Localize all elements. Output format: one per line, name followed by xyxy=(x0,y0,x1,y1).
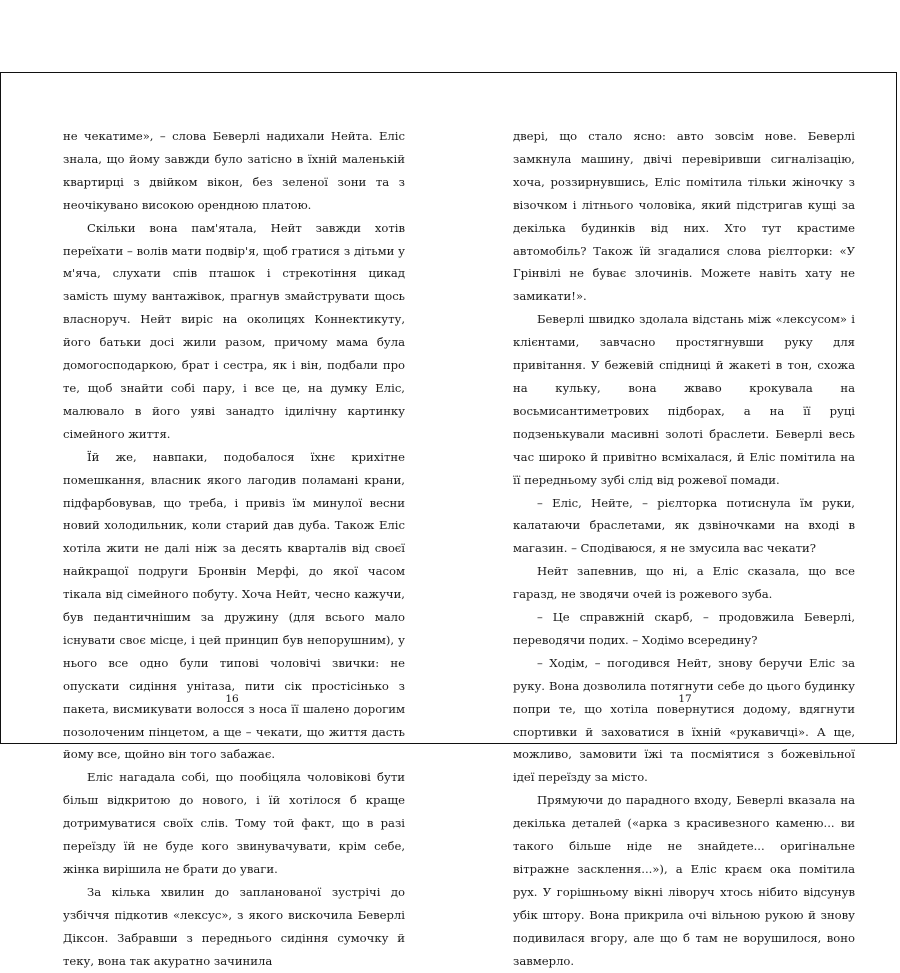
right-paragraph-7: Прямуючи до парадного входу, Беверлі вказала на декілька деталей («арка з красивезного каменю... ви такого більше ніде не знайдете... оригінальне вітражне засклення...»), а Еліс краєм ока помітила рух. У горішньому вікні ліворуч хтось нібито відсунув убік штору. Вона прикрила очі вільною рукою й знову подивилася вгору, але що б там не ворушилося, воно завмерло. xyxy=(513,793,855,968)
right-paragraph-2: Беверлі швидко здолала відстань між «лексусом» і клієнтами, завчасно простягнувши руку для привітання. У бежевій спідниці й жакеті в тон, схожа на кульку, вона жваво крокувала на восьмисантиметрових підборах, а на її руці подзенькували масивні золоті браслети. Беверлі весь час широко й привітно всміхалася, й Еліс помітила на її передньому зубі слід від рожевої помади. xyxy=(513,312,855,487)
left-paragraph-2: Скільки вона пам'ятала, Нейт завжди хотів переїхати – волів мати подвір'я, щоб гратися з дітьми у м'яча, слухати спів пташок і стрекотіння цикад замість шуму вантажівок, прагнув змайструвати щось власноруч. Нейт виріс на околицях Коннектикуту, його батьки досі жили разом, причому мама була домогосподаркою, брат і сестра, як і він, подбали про те, щоб знайти собі пару, і все це, на думку Еліс, малювало в його уяві занадто ідилічну картинку сімейного життя. xyxy=(63,220,405,441)
right-page-number: 17 xyxy=(678,693,692,705)
book-spread xyxy=(0,72,897,968)
left-paragraph-3: Їй же, навпаки, подобалося їхнє крихітне помешкання, власник якого лагодив поламані крани, підфарбовував, що треба, і привіз їм минулої весни новий холодильник, коли старий дав дуба. Також Еліс хотіла жити не далі ніж за десять кварталів від своєї найкращої подруги Бронвін Мерфі, до якої часом тікала від сімейного побуту. Хоча Нейт, чесно кажучи, був педантичнішим за дружину (для всього мало існувати своє місце, і цей принцип був непорушним), у нього все одно були типові чоловічі звички: не опускати сидіння унітаза, пити сік простісінько з пакета, висмикувати волосся з носа її шалено дорогим позолоченим пінцетом, а ще – чекати, що життя дасть йому все, щойно він того забажає. xyxy=(63,449,405,762)
right-paragraph-3: – Еліс, Нейте, – рієлторка потиснула їм руки, калатаючи браслетами, як дзвіночками на вході в магазин. – Сподіваюся, я не змусила вас чекати? xyxy=(513,495,855,556)
right-page xyxy=(513,125,855,973)
left-paragraph-5: За кілька хвилин до запланованої зустрічі до узбіччя підкотив «лексус», з якого вискочила Беверлі Діксон. Забравши з переднього сидіння сумочку й теку, вона так акуратно зачинила xyxy=(63,884,405,968)
left-page xyxy=(63,125,405,973)
right-paragraph-6: – Ходім, – погодився Нейт, знову беручи Еліс за руку. Вона дозволила потягнути себе до цього будинку попри те, що хотіла повернутися додому, вдягнути спортивки й заховатися в їхній «рукавичці». А ще, можливо, замовити їжі та посміятися з божевільної ідеї переїзду за місто. xyxy=(513,655,855,785)
right-paragraph-5: – Це справжній скарб, – продовжила Беверлі, переводячи подих. – Ходімо всередину? xyxy=(513,610,855,647)
left-page-number: 16 xyxy=(225,693,239,705)
left-paragraph-4: Еліс нагадала собі, що пообіцяла чоловікові бути більш відкритою до нового, і їй хотілося б краще дотримуватися своїх слів. Тому той факт, що в разі переїзду їй не буде кого звинувачувати, крім себе, жінка вирішила не брати до уваги. xyxy=(63,770,405,876)
right-paragraph-1: двері, що стало ясно: авто зовсім нове. Беверлі замкнула машину, двічі перевіривши сигналізацію, хоча, роззирнувшись, Еліс помітила тільки жіночку з візочком і літнього чоловіка, який підстригав кущі за декілька будинків від них. Хто тут крастиме автомобіль? Також їй згадалися слова рієлторки: «У Грінвілі не буває злочинів. Можете навіть хату не замикати!». xyxy=(513,129,855,304)
left-paragraph-1: не чекатиме», – слова Беверлі надихали Нейта. Еліс знала, що йому завжди було затісно в їхній маленькій квартирці з двійком вікон, без зеленої зони та з неочікувано високою орендною платою. xyxy=(63,129,405,212)
right-paragraph-4: Нейт запевнив, що ні, а Еліс сказала, що все гаразд, не зводячи очей із рожевого зуба. xyxy=(513,564,855,602)
